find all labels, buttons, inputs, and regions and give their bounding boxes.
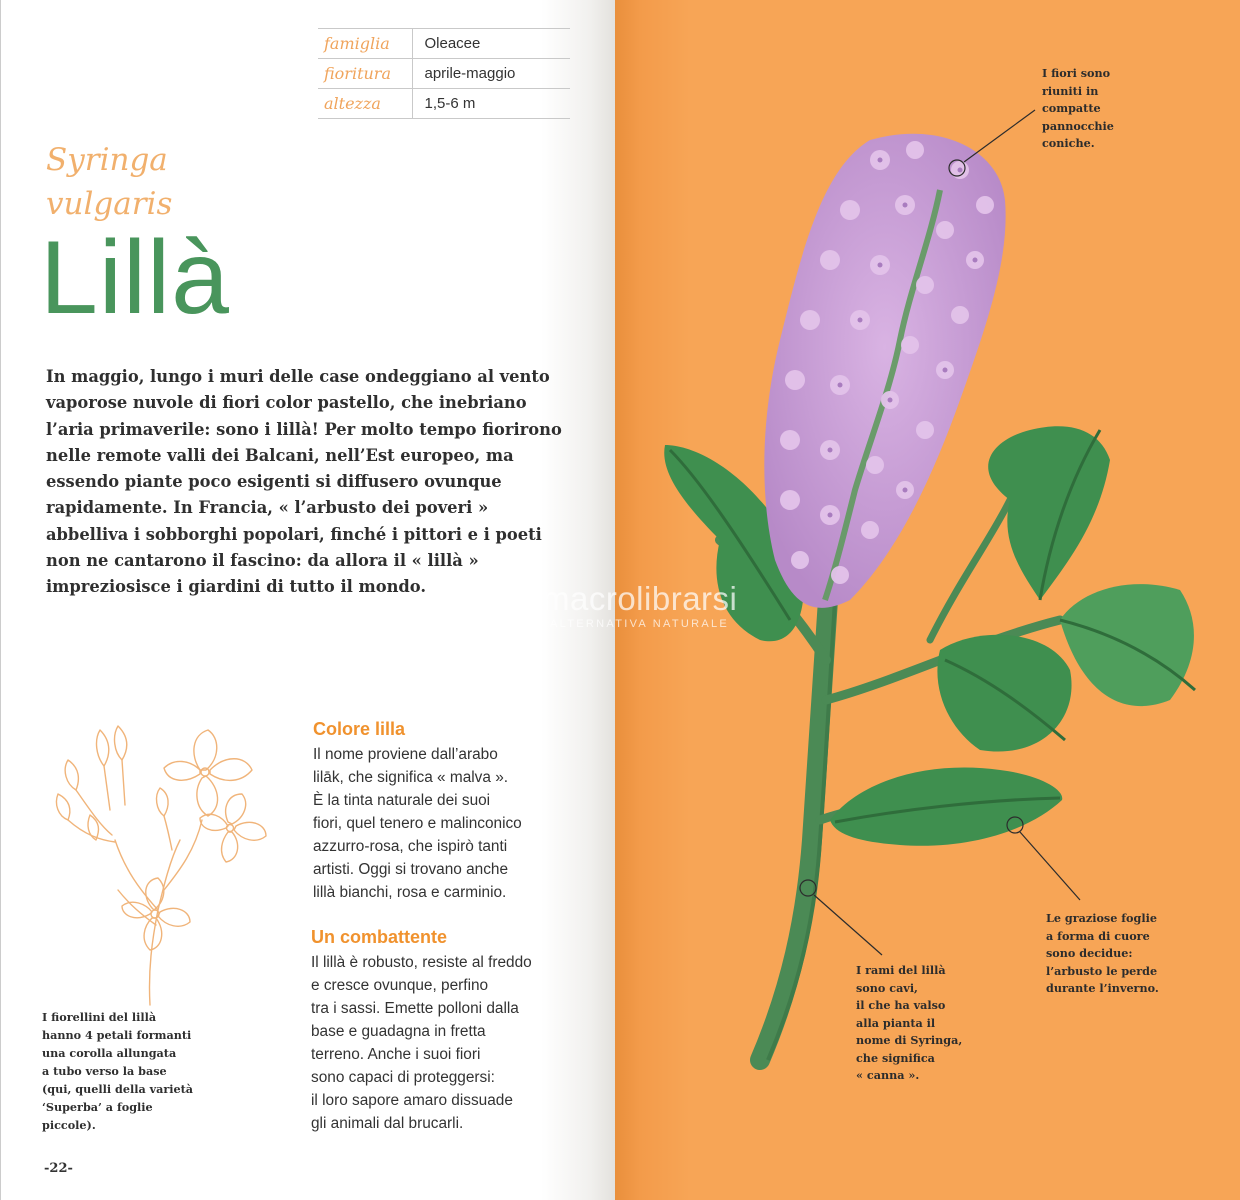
text-line: lillà bianchi, rosa e carminio. (313, 884, 507, 901)
annotation-flowers (1042, 65, 1162, 153)
info-row-altezza (318, 89, 570, 119)
caption-line: ‘Superba’ a foglie (42, 1100, 153, 1114)
leaf-right-middle (1060, 584, 1195, 706)
annotation-line: « canna ». (856, 1068, 920, 1082)
intro-line: essendo piante poco esigenti si diffusero ovunque (46, 472, 502, 492)
annotation-line: nome di Syringa, (856, 1033, 963, 1047)
info-row-famiglia (318, 29, 570, 59)
info-row-fioritura (318, 59, 570, 89)
caption-line: piccole). (42, 1118, 96, 1132)
annotation-line: sono cavi, (856, 980, 918, 995)
text-line: fiori, quel tenero e malinconico (313, 815, 522, 832)
sketch-caption (42, 1008, 202, 1134)
section-text-combattente (311, 951, 593, 1135)
annotation-line: il che ha valso (856, 998, 946, 1012)
info-key: fioritura (318, 59, 412, 89)
annotation-line: riuniti in (1042, 83, 1099, 98)
leaf-lower (830, 767, 1062, 845)
caption-line: (qui, quelli della varietà (42, 1082, 194, 1096)
section-title-colore: Colore lilla (313, 719, 406, 739)
annotation-line: I rami del lillà (856, 963, 946, 977)
intro-paragraph (46, 364, 566, 601)
text-line: il loro sapore amaro dissuade (311, 1092, 513, 1109)
info-value: aprile-maggio (412, 59, 570, 89)
text-line: artisti. Oggi si trovano anche (313, 861, 509, 878)
lilac-panicle (764, 134, 1005, 608)
annotation-line: alla pianta il (856, 1015, 936, 1030)
intro-line: abbelliva i sobborghi popolari, finché i pittori e i poeti (46, 524, 542, 544)
page-number: -22- (44, 1161, 73, 1176)
page-title: Lillà (40, 220, 230, 336)
text-line: sono capaci di proteggersi: (311, 1069, 495, 1086)
text-line: È la tinta naturale dei suoi (313, 792, 491, 809)
watermark-leaf-icon (474, 578, 534, 638)
intro-line: nelle remote valli dei Balcani, nell’Est europeo, ma (46, 445, 514, 465)
text-line: tra i sassi. Emette polloni dalla (311, 1000, 519, 1017)
text-line: Il lillà è robusto, resiste al freddo (311, 954, 532, 971)
intro-line: vaporose nuvole di fiori color pastello, che inebriano (46, 393, 527, 413)
flower-sketch-illustration (30, 700, 290, 1010)
caption-line: a tubo verso la base (42, 1064, 167, 1078)
annotation-line: durante l’inverno. (1046, 981, 1159, 995)
text-line: terreno. Anche i suoi fiori (311, 1046, 481, 1063)
annotation-line: che significa (856, 1050, 935, 1065)
info-table (318, 28, 570, 119)
annotation-leaves (1046, 910, 1186, 998)
annotation-line: sono decidue: (1046, 946, 1133, 960)
text-line: lilāk, che significa « malva ». (313, 769, 509, 786)
intro-line: impreziosisce i giardini di tutto il mondo. (46, 577, 427, 597)
text-line: base e guadagna in fretta (311, 1023, 486, 1040)
info-key: famiglia (318, 29, 412, 59)
annotation-line: pannocchie (1042, 118, 1114, 133)
info-key: altezza (318, 89, 412, 119)
watermark-text: macrolibrarsi (542, 580, 738, 617)
intro-line: rapidamente. In Francia, « l’arbusto dei poveri » (46, 498, 489, 518)
section-title-combattente: Un combattente (311, 927, 448, 947)
section-text-colore (313, 743, 593, 904)
intro-line: non ne cantarono il fascino: da allora il « lillà » (46, 551, 479, 571)
annotation-line: I fiori sono (1042, 66, 1111, 80)
text-line: e cresce ovunque, perfino (311, 977, 489, 994)
annotation-branches (856, 962, 986, 1085)
annotation-line: compatte (1042, 101, 1101, 115)
text-line: Il nome proviene dall’arabo (313, 746, 498, 763)
caption-line: I fiorellini del lillà (42, 1010, 157, 1024)
info-value: Oleacee (412, 29, 570, 59)
annotation-line: l’arbusto le perde (1046, 963, 1158, 978)
annotation-line: coniche. (1042, 136, 1095, 150)
caption-line: una corolla allungata (42, 1046, 177, 1060)
caption-line: hanno 4 petali formanti (42, 1028, 192, 1042)
text-line: azzurro-rosa, che ispirò tanti (313, 838, 508, 855)
annotation-line: a forma di cuore (1046, 928, 1150, 943)
intro-line: l’aria primaverile: sono i lillà! Per molto tempo fiorirono (46, 419, 562, 439)
intro-line: In maggio, lungo i muri delle case ondeggiano al vento (46, 367, 550, 386)
scientific-name: Syringa vulgaris (46, 142, 173, 222)
annotation-line: Le graziose foglie (1046, 911, 1157, 925)
info-value: 1,5-6 m (412, 89, 570, 119)
watermark-subtext: ALTERNATIVA NATURALE (550, 618, 730, 630)
text-line: gli animali dal brucarli. (311, 1115, 464, 1132)
leaf-middle (937, 635, 1071, 752)
watermark (474, 578, 774, 638)
